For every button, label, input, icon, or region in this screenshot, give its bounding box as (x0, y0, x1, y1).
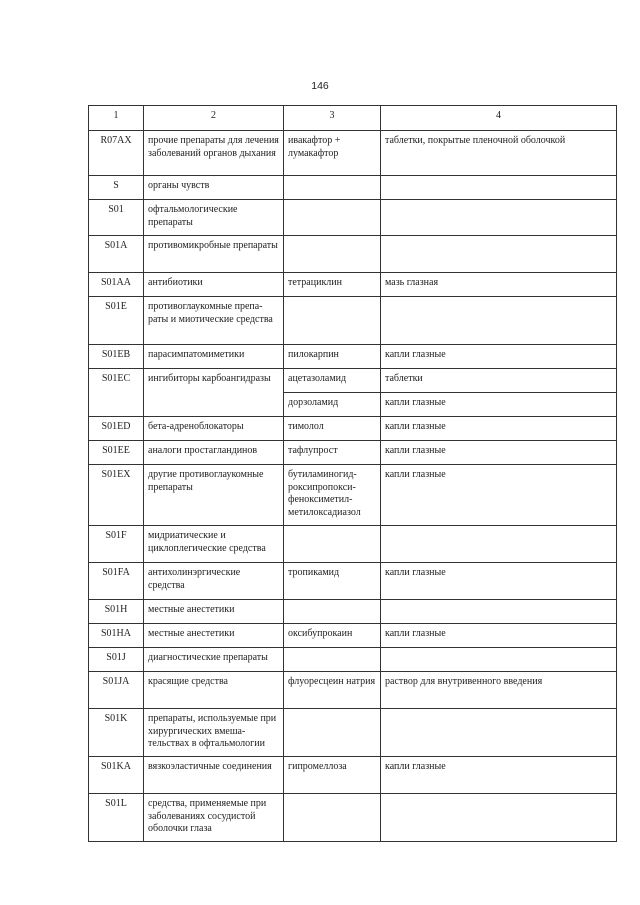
header-col-3: 3 (284, 106, 381, 131)
header-col-4: 4 (381, 106, 617, 131)
drug-name (284, 648, 381, 672)
dosage-form (381, 600, 617, 624)
atc-code: S01ED (89, 417, 144, 441)
group-name: аналоги простагландинов (144, 441, 284, 465)
table-row (89, 176, 617, 200)
group-name: местные анестетики (144, 624, 284, 648)
table-row (89, 417, 617, 441)
dosage-form: капли глазные (381, 757, 617, 794)
table-row (89, 526, 617, 563)
drug-name (284, 176, 381, 200)
drug-name: гипромеллоза (284, 757, 381, 794)
group-name: бета-адреноблокаторы (144, 417, 284, 441)
header-col-1: 1 (89, 106, 144, 131)
dosage-form (381, 794, 617, 842)
atc-code: S01A (89, 236, 144, 273)
atc-code: S01F (89, 526, 144, 563)
atc-code: S01L (89, 794, 144, 842)
drug-name (284, 526, 381, 563)
dosage-form (381, 200, 617, 236)
drug-name (284, 709, 381, 757)
dosage-form (381, 709, 617, 757)
table-row (89, 236, 617, 273)
table-row (89, 369, 617, 393)
atc-code: S01 (89, 200, 144, 236)
dosage-form (381, 526, 617, 563)
table-row (89, 757, 617, 794)
drug-name: ацетазоламид (284, 369, 381, 393)
table-row (89, 563, 617, 600)
drug-name (284, 236, 381, 273)
atc-code: S01EB (89, 345, 144, 369)
table-row (89, 345, 617, 369)
drug-name: тимолол (284, 417, 381, 441)
group-name: противоглаукомные препа-раты и миотические средства (144, 297, 284, 345)
dosage-form: капли глазные (381, 345, 617, 369)
group-name: ингибиторы карбоангидразы (144, 369, 284, 417)
table-row (89, 131, 617, 176)
atc-code: S01HA (89, 624, 144, 648)
dosage-form: таблетки, покрытые пленочной оболочкой (381, 131, 617, 176)
dosage-form: капли глазные (381, 465, 617, 526)
group-name: красящие средства (144, 672, 284, 709)
atc-code: S01JA (89, 672, 144, 709)
group-name: местные анестетики (144, 600, 284, 624)
dosage-form: раствор для внутривенного введения (381, 672, 617, 709)
drug-name (284, 600, 381, 624)
drug-name: флуоресцеин натрия (284, 672, 381, 709)
drug-name (284, 297, 381, 345)
dosage-form (381, 236, 617, 273)
atc-code: S01EX (89, 465, 144, 526)
table-header-row (89, 106, 617, 131)
group-name: мидриатические и циклоплегические средства (144, 526, 284, 563)
dosage-form (381, 297, 617, 345)
atc-code: S01H (89, 600, 144, 624)
drug-name: ивакафтор + лумакафтор (284, 131, 381, 176)
drug-name: оксибупрокаин (284, 624, 381, 648)
group-name: вязкоэластичные соединения (144, 757, 284, 794)
group-name: диагностические препараты (144, 648, 284, 672)
drug-name (284, 200, 381, 236)
dosage-form (381, 648, 617, 672)
table-row (89, 273, 617, 297)
atc-code: R07AX (89, 131, 144, 176)
drug-name: пилокарпин (284, 345, 381, 369)
group-name: другие противоглаукомные препараты (144, 465, 284, 526)
atc-code: S (89, 176, 144, 200)
table-row (89, 600, 617, 624)
drug-name: бутиламиногид-роксипропокси-феноксиметил-метилоксадиазол (284, 465, 381, 526)
group-name: прочие препараты для лечения заболеваний органов дыхания (144, 131, 284, 176)
group-name: антибиотики (144, 273, 284, 297)
table-row (89, 624, 617, 648)
header-col-2: 2 (144, 106, 284, 131)
table-row (89, 709, 617, 757)
drug-name (284, 794, 381, 842)
dosage-form (381, 176, 617, 200)
table-row (89, 672, 617, 709)
table-row (89, 794, 617, 842)
drug-name: тетрациклин (284, 273, 381, 297)
atc-code: S01K (89, 709, 144, 757)
table-row (89, 297, 617, 345)
table-row (89, 200, 617, 236)
atc-code: S01J (89, 648, 144, 672)
drug-classification-table (88, 105, 617, 842)
dosage-form: мазь глазная (381, 273, 617, 297)
atc-code: S01EC (89, 369, 144, 417)
dosage-form: капли глазные (381, 417, 617, 441)
atc-code: S01KA (89, 757, 144, 794)
group-name: противомикробные препараты (144, 236, 284, 273)
page-number: 146 (311, 80, 329, 92)
dosage-form: капли глазные (381, 441, 617, 465)
drug-name: тропикамид (284, 563, 381, 600)
group-name: антихолинэргические средства (144, 563, 284, 600)
table-row (89, 465, 617, 526)
drug-name: дорзоламид (284, 393, 381, 417)
group-name: парасимпатомиметики (144, 345, 284, 369)
group-name: препараты, используемые при хирургических вмеша-тельствах в офтальмологии (144, 709, 284, 757)
atc-code: S01FA (89, 563, 144, 600)
drug-name: тафлупрост (284, 441, 381, 465)
table-row (89, 441, 617, 465)
dosage-form: капли глазные (381, 624, 617, 648)
atc-code: S01EE (89, 441, 144, 465)
group-name: офтальмологические препараты (144, 200, 284, 236)
group-name: органы чувств (144, 176, 284, 200)
dosage-form: капли глазные (381, 393, 617, 417)
dosage-form: таблетки (381, 369, 617, 393)
atc-code: S01AA (89, 273, 144, 297)
dosage-form: капли глазные (381, 563, 617, 600)
group-name: средства, применяемые при заболеваниях сосудистой оболочки глаза (144, 794, 284, 842)
table-row (89, 648, 617, 672)
atc-code: S01E (89, 297, 144, 345)
